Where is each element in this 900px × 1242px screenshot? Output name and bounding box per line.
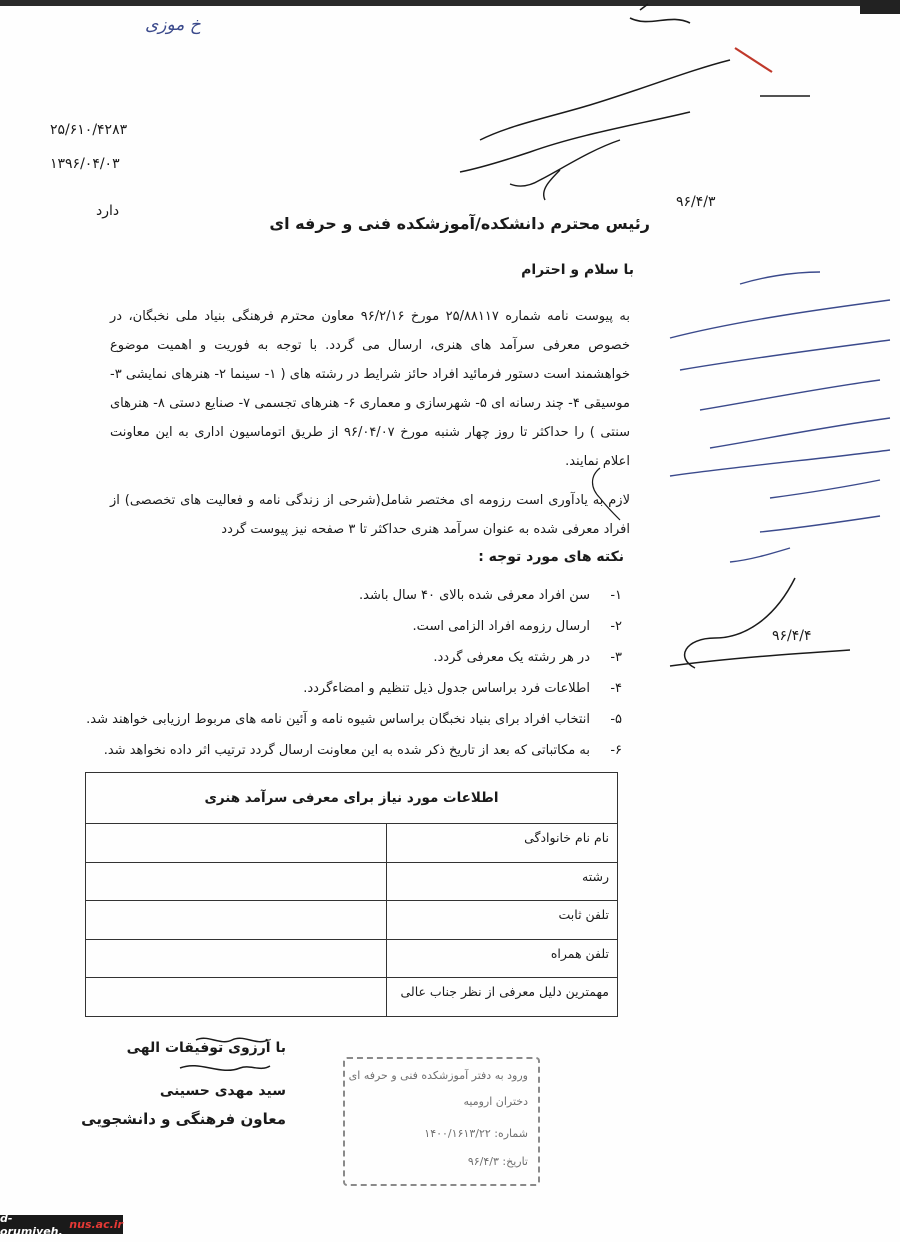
- form-value-reason: [86, 978, 387, 1017]
- note-text: به مکاتباتی که بعد از تاریخ ذکر شده به این معاونت ارسال گردد ترتیب اثر داده نخواهد شد.: [103, 743, 590, 758]
- ink-referral-line-3: [510, 140, 620, 186]
- margin-note-line-3: [680, 340, 890, 370]
- note-text: در هر رشته یک معرفی گردد.: [433, 650, 590, 665]
- notes-list: [22, 580, 622, 766]
- ink-referral-line-2: [460, 112, 690, 172]
- letter-number: ۲۵/۶۱۰/۴۲۸۳: [50, 122, 128, 138]
- nomination-form-table: [85, 772, 618, 1017]
- notes-title: نکته های مورد توجه :: [478, 549, 624, 565]
- form-label-field: رشته: [386, 862, 617, 901]
- handwriting-date-2: ۹۶/۴/۴: [772, 628, 812, 644]
- note-item: [22, 735, 622, 766]
- handwriting-date-1: ۹۶/۴/۳: [676, 194, 716, 210]
- red-strike-line: [735, 48, 772, 72]
- table-row: [86, 901, 618, 940]
- ink-referral-line-1: [480, 60, 730, 140]
- form-value-mobile: [86, 939, 387, 978]
- note-number: ۴-: [610, 681, 622, 696]
- margin-underline: [670, 650, 850, 666]
- signature-scrawl-2: [180, 1066, 270, 1071]
- margin-note-line-7: [770, 480, 880, 498]
- margin-signature: [685, 578, 795, 668]
- form-value-name: [86, 824, 387, 863]
- note-number: ۶-: [610, 743, 622, 758]
- form-label-landline: تلفن ثابت: [386, 901, 617, 940]
- ink-scribble-top: [630, 4, 690, 23]
- watermark-prefix: d-orumiyeh.: [0, 1211, 63, 1238]
- note-item: [22, 704, 622, 735]
- recipient-title: رئیس محترم دانشکده/آموزشکده فنی و حرفه ای: [269, 214, 650, 233]
- table-row: [86, 824, 618, 863]
- note-item: [22, 642, 622, 673]
- margin-note-line-1: [740, 272, 820, 284]
- stamp-line-3: شماره: ۱۴۰۰/۱۶۱۳/۲۲: [424, 1127, 528, 1140]
- table-row: [86, 862, 618, 901]
- body-paragraph-1: به پیوست نامه شماره ۲۵/۸۸۱۱۷ مورخ ۹۶/۲/۱۶ معاون محترم فرهنگی بنیاد ملی نخبگان، در خصوص معرفی سرآمد های هنری، ارسال می گردد. با توجه به فوریت و اهمیت موضوع خواهشمند است دستور فرمائید افراد حائز شرایط در رشته های ( ۱- سینما ۲- هنرهای نمایشی ۳- موسیقی ۴- چند رسانه ای ۵- شهرسازی و معماری ۶- هنرهای تجسمی ۷- صنایع دستی ۸- هنرهای سنتی ) را حداکثر تا روز چهار شنبه مورخ ۹۶/۰۴/۰۷ از طریق اتوماسیون اداری به این معاونت اعلام نمایند.: [110, 309, 631, 469]
- form-label-reason: مهمترین دلیل معرفی از نظر جناب عالی: [386, 978, 617, 1017]
- note-number: ۵-: [610, 712, 622, 727]
- source-watermark: [0, 1211, 123, 1238]
- letter-date: ۱۳۹۶/۰۴/۰۳: [50, 156, 120, 172]
- margin-note-line-6: [670, 450, 890, 476]
- form-value-landline: [86, 901, 387, 940]
- table-row: [86, 978, 618, 1017]
- margin-note-line-9: [730, 548, 790, 562]
- note-number: ۱-: [610, 588, 622, 603]
- signatory-position: معاون فرهنگی و دانشجویی: [81, 1110, 286, 1128]
- handwriting-top-left: خ موزی: [145, 15, 201, 35]
- stamp-line-4: تاریخ: ۹۶/۴/۳: [467, 1155, 528, 1168]
- stamp-line-1: ورود به دفتر آموزشکده فنی و حرفه ای: [348, 1069, 528, 1082]
- margin-note-line-2: [670, 300, 890, 338]
- watermark-domain: nus.ac.ir: [69, 1218, 123, 1231]
- form-label-name: نام نام خانوادگی: [386, 824, 617, 863]
- note-number: ۲-: [610, 619, 622, 634]
- signatory-name: سید مهدی حسینی: [159, 1083, 286, 1099]
- margin-note-line-5: [710, 418, 890, 448]
- body-paragraph-2: لازم به یادآوری است رزومه ای مختصر شامل(شرحی از زندگی نامه و فعالیت های تخصصی) از افراد معرفی شده به عنوان سرآمد هنری حداکثر تا ۳ صفحه نیز پیوست گردد: [110, 493, 630, 537]
- form-label-mobile: تلفن همراه: [386, 939, 617, 978]
- closing-phrase: با آرزوی توفیقات الهی: [126, 1040, 286, 1056]
- note-item: [22, 580, 622, 611]
- note-number: ۳-: [610, 650, 622, 665]
- note-text: سن افراد معرفی شده بالای ۴۰ سال باشد.: [359, 588, 590, 603]
- margin-note-line-4: [700, 380, 880, 410]
- scan-corner-edge: [860, 0, 900, 14]
- note-item: [22, 673, 622, 704]
- form-value-field: [86, 862, 387, 901]
- reception-stamp: [343, 1057, 540, 1186]
- note-text: انتخاب افراد برای بنیاد نخبگان براساس شیوه نامه و آئین نامه های مربوط ارزیابی خواهند شد.: [86, 712, 590, 727]
- note-item: [22, 611, 622, 642]
- form-table-header: اطلاعات مورد نیاز برای معرفی سرآمد هنری: [86, 773, 618, 824]
- stamp-line-2: دختران ارومیه: [463, 1095, 528, 1108]
- note-text: اطلاعات فرد براساس جدول ذیل تنظیم و امضاءگردد.: [303, 681, 590, 696]
- ink-referral-hook: [544, 170, 560, 200]
- table-row: [86, 939, 618, 978]
- scan-top-edge: [0, 0, 900, 6]
- attachment-status: دارد: [96, 203, 120, 219]
- margin-note-line-8: [760, 516, 880, 532]
- note-text: ارسال رزومه افراد الزامی است.: [412, 619, 590, 634]
- salutation: با سلام و احترام: [521, 262, 634, 278]
